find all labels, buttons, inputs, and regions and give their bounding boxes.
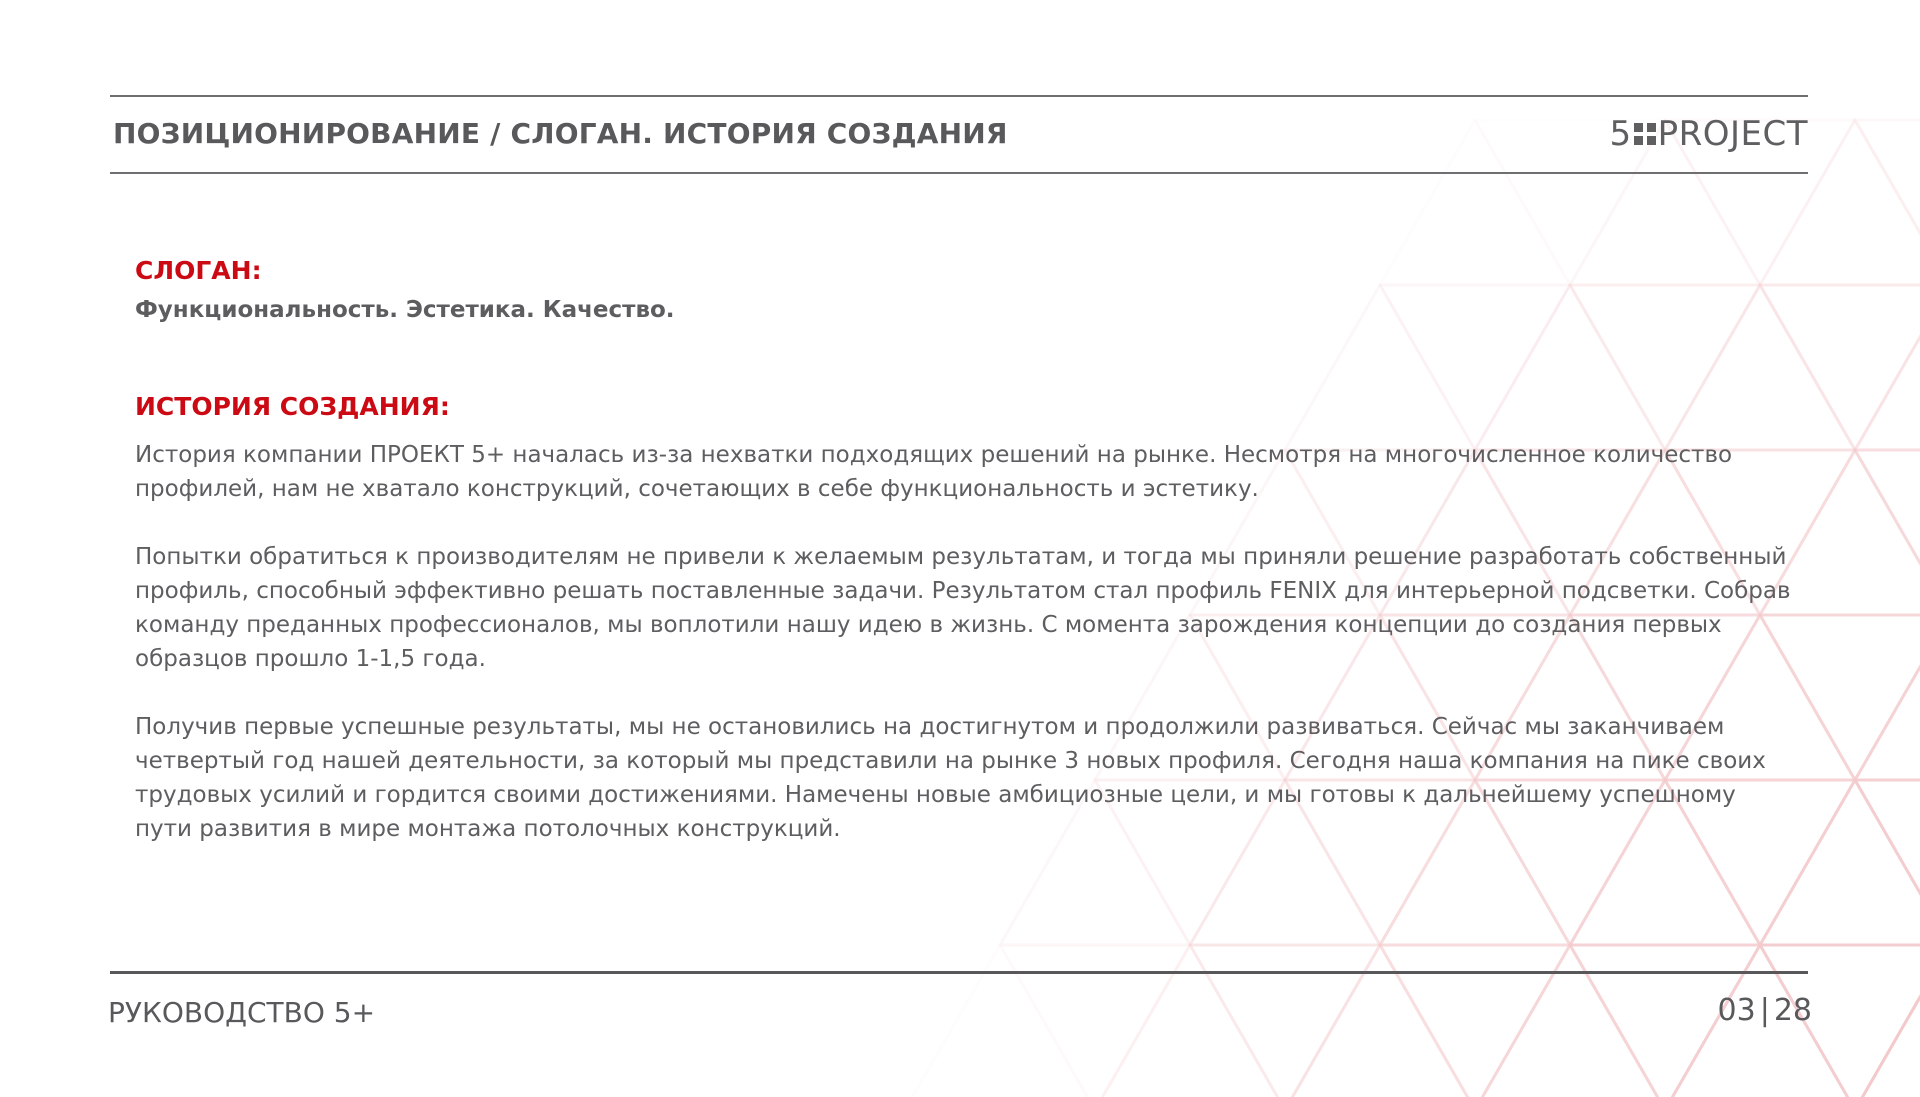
history-heading: ИСТОРИЯ СОЗДАНИЯ: [135, 392, 450, 421]
page-number [1718, 993, 1812, 1028]
page-total: 28 [1773, 993, 1812, 1028]
header-bottom-rule [110, 172, 1808, 174]
main-content [135, 250, 1795, 880]
lattice-triangle [1855, 945, 1920, 1097]
guide-label: РУКОВОДСТВО 5+ [108, 996, 376, 1029]
lattice-triangle [1855, 780, 1920, 945]
page-title: ПОЗИЦИОНИРОВАНИЕ / СЛОГАН. ИСТОРИЯ СОЗДАНИЯ [113, 117, 1008, 150]
lattice-triangle [1380, 945, 1570, 1097]
lattice-triangle [1855, 615, 1920, 780]
logo-wordmark: PROJECT [1657, 114, 1808, 154]
footer-rule [110, 971, 1808, 974]
lattice-triangle [905, 945, 1095, 1097]
lattice-triangle [1285, 945, 1475, 1097]
header-top-rule [110, 95, 1808, 97]
lattice-triangle [1855, 120, 1920, 285]
lattice-triangle [1000, 945, 1190, 1097]
slogan-text: Функциональность. Эстетика. Качество. [135, 297, 675, 323]
lattice-triangle [1855, 450, 1920, 615]
page-current: 03 [1717, 993, 1756, 1028]
slogan-heading: СЛОГАН: [135, 256, 262, 285]
history-paragraph: Получив первые успешные результаты, мы не остановились на достигнутом и продолжили развиваться. Сейчас мы заканчиваем четвертый год нашей деятельности, за который мы представили на рынке 3 новых профиля. Сегодня наша компания на пике своих трудовых усилий и гордится своими достижениями. Намечены новые амбициозные цели, и мы готовы к дальнейшему успешному пути развития в мире монтажа потолочных конструкций. [135, 714, 1766, 842]
lattice-triangle [1190, 945, 1380, 1097]
logo-number: 5 [1609, 114, 1632, 154]
page-separator: | [1759, 993, 1770, 1028]
lattice-triangle [1475, 945, 1665, 1097]
lattice-triangle [1855, 285, 1920, 450]
brand-logo [1609, 114, 1808, 154]
lattice-triangle [1095, 945, 1285, 1097]
history-paragraph: Попытки обратиться к производителям не привели к желаемым результатам, и тогда мы приняли решение разработать собственный профиль, способный эффективно решать поставленные задачи. Результатом стал профиль FENIX для интерьерной подсветки. Собрав команду преданных профессионалов, мы воплотили нашу идею в жизнь. С момента зарождения концепции до создания первых образцов прошло 1-1,5 года. [135, 544, 1791, 672]
section-spacer [135, 328, 1795, 386]
plus-square-icon [1634, 123, 1656, 145]
history-paragraph: История компании ПРОЕКТ 5+ началась из-за нехватки подходящих решений на рынке. Несмотря на многочисленное количество профилей, нам не хватало конструкций, сочетающих в себе функциональность и эстетику. [135, 442, 1733, 502]
